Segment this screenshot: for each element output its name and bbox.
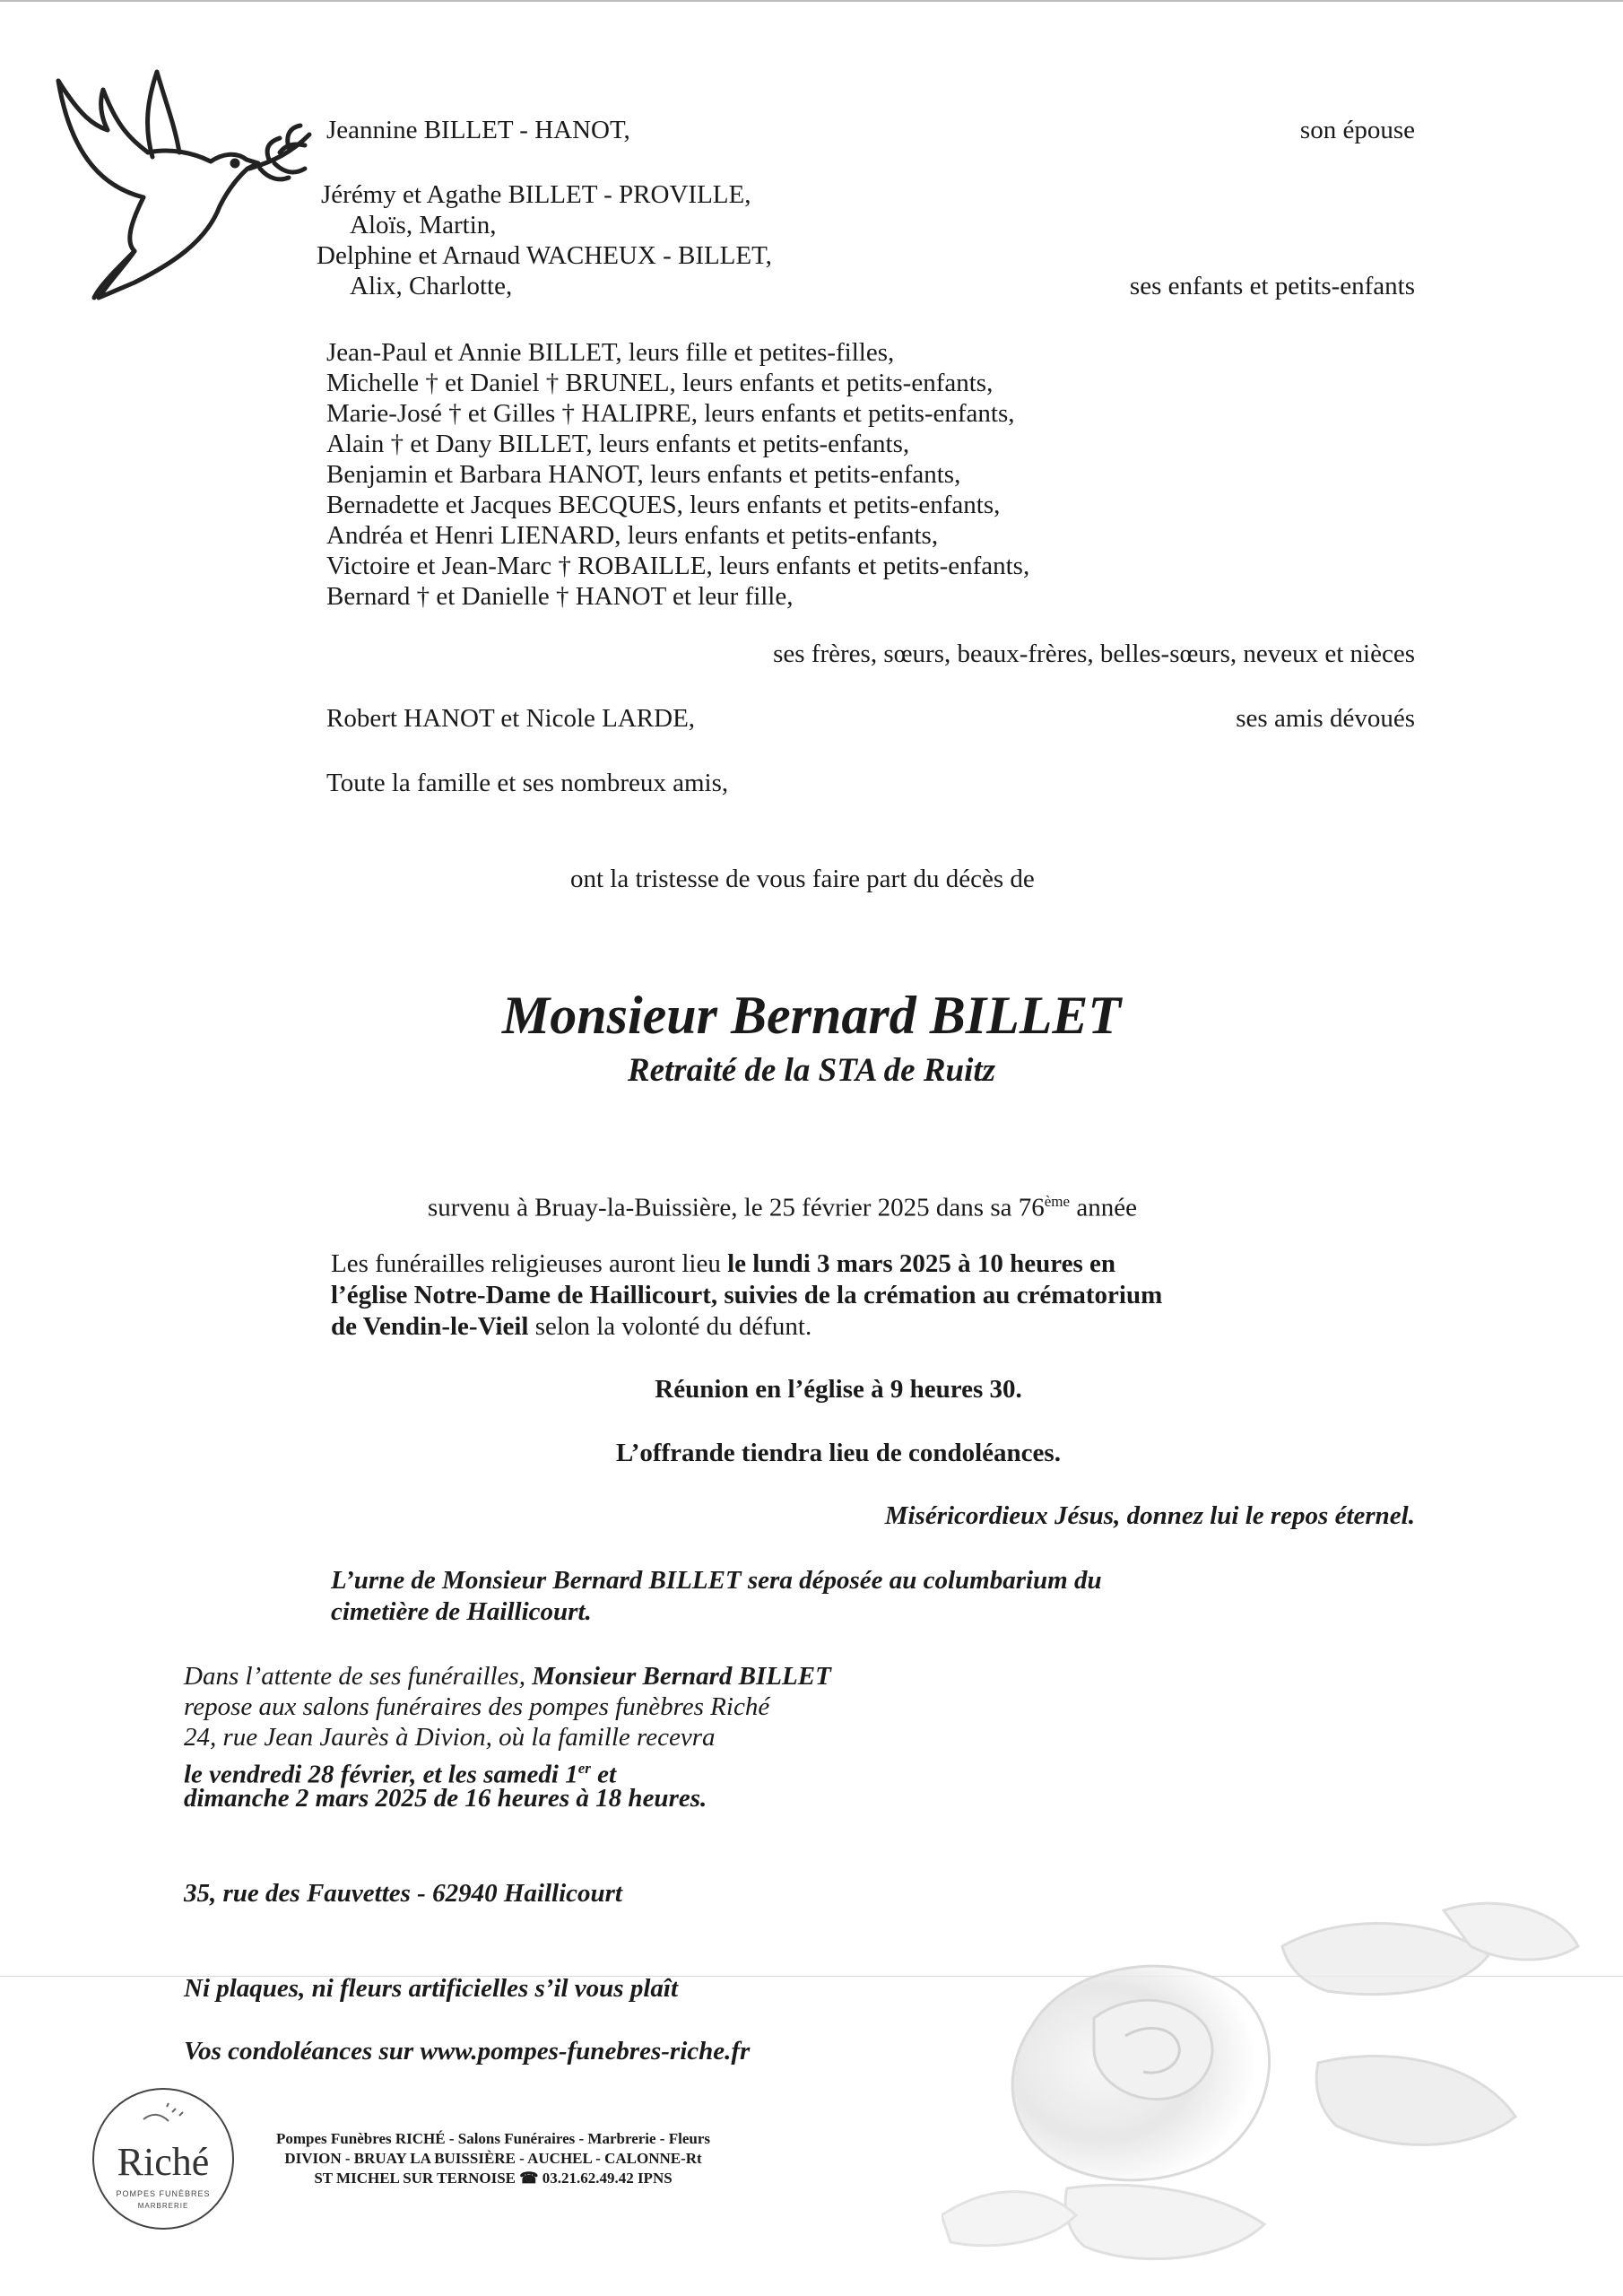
sibling-line-6: Bernadette et Jacques BECQUES, leurs enfants et petits-enfants, [326,491,1001,519]
visitation-plain-1: Dans l’attente de ses funérailles, [184,1662,533,1691]
footer-line-3: ST MICHEL SUR TERNOISE ☎ 03.21.62.49.42 IPNS [314,2170,673,2187]
condolences-line: Vos condoléances sur www.pompes-funebres-riche.fr [184,2037,751,2066]
spouse-relation: son épouse [1299,116,1415,144]
funeral-bold-1: le lundi 3 mars 2025 à 10 heures en [727,1249,1115,1278]
urn-line-1: L’urne de Monsieur Bernard BILLET sera déposée au columbarium du [331,1566,1102,1595]
funeral-line-1 [331,1248,1115,1280]
footer-line-1: Pompes Funèbres RICHÉ - Salons Funéraires - Marbrerie - Fleurs [276,2130,710,2147]
children-line-2: Delphine et Arnaud WACHEUX - BILLET, [317,241,772,270]
logo-tag-1: POMPES FUNÈBRES [116,2189,211,2198]
sibling-line-1: Jean-Paul et Annie BILLET, leurs fille et petites-filles, [326,338,895,367]
all-family-line: Toute la famille et ses nombreux amis, [326,769,729,797]
friends-relation: ses amis dévoués [1236,704,1415,733]
sibling-line-9: Bernard † et Danielle † HANOT et leur fille, [326,582,794,611]
deceased-title: Retraité de la STA de Ruitz [627,1052,996,1089]
prayer-line: Miséricordieux Jésus, donnez lui le repos éternel. [884,1501,1415,1530]
funeral-line-2: l’église Notre-Dame de Haillicourt, suivies de la crémation au crématorium [331,1281,1163,1309]
visitation-bold-1: Monsieur Bernard BILLET [532,1662,831,1691]
funeral-line-3 [331,1311,812,1343]
no-flowers-line: Ni plaques, ni fleurs artificielles s’il vous plaît [184,1974,679,2003]
funeral-plain-3: selon la volonté du défunt. [528,1312,812,1341]
visitation-pre-4: le vendredi 28 février, et les samedi 1 [184,1760,578,1789]
reunion-line: Réunion en l’église à 9 heures 30. [655,1375,1022,1404]
funeral-plain-1: Les funérailles religieuses auront lieu [331,1249,728,1278]
grandchildren-line-2: Alix, Charlotte, [350,272,513,300]
visitation-post-4: et [590,1760,617,1789]
visitation-line-2: repose aux salons funéraires des pompes funèbres Riché [184,1692,770,1721]
sibling-line-4: Alain † et Dany BILLET, leurs enfants et petits-enfants, [326,430,910,458]
siblings-relation: ses frères, sœurs, beaux-frères, belles-sœurs, neveux et nièces [773,639,1415,668]
death-end: année [1070,1193,1137,1222]
offering-line: L’offrande tiendra lieu de condoléances. [616,1439,1061,1467]
dove-icon [45,63,314,305]
logo-tag-2: MARBRERIE [137,2202,189,2210]
logo-circle-icon [90,2085,238,2233]
death-text: survenu à Bruay-la-Buissière, le 25 février 2025 dans sa 76 [428,1193,1045,1222]
funeral-bold-3: de Vendin-le-Vieil [331,1312,529,1341]
rose-image [942,1892,1587,2278]
logo-name: Riché [117,2140,210,2184]
spouse-name: Jeannine BILLET - HANOT, [326,116,630,144]
sibling-line-5: Benjamin et Barbara HANOT, leurs enfants et petits-enfants, [326,460,961,489]
death-sup: ème [1044,1193,1071,1210]
sibling-line-2: Michelle † et Daniel † BRUNEL, leurs enfants et petits-enfants, [326,369,994,397]
sibling-line-8: Victoire et Jean-Marc † ROBAILLE, leurs enfants et petits-enfants, [326,552,1030,580]
urn-line-2: cimetière de Haillicourt. [331,1597,592,1626]
riche-logo [90,2085,238,2233]
grandchildren-line-1: Aloïs, Martin, [350,211,497,239]
death-line [428,1186,1137,1224]
children-relation: ses enfants et petits-enfants [1129,272,1415,300]
footer-line-2: DIVION - BRUAY LA BUISSIÈRE - AUCHEL - CALONNE-Rt [284,2150,702,2167]
visitation-line-1 [184,1661,831,1692]
visitation-sup-4: er [577,1760,591,1777]
visitation-line-5: dimanche 2 mars 2025 de 16 heures à 18 heures. [184,1784,707,1813]
sibling-line-7: Andréa et Henri LIENARD, leurs enfants et petits-enfants, [326,521,939,550]
family-address: 35, rue des Fauvettes - 62940 Haillicourt [184,1879,622,1908]
friends-name: Robert HANOT et Nicole LARDE, [326,704,696,733]
announcement-line: ont la tristesse de vous faire part du décès de [570,865,1035,893]
sibling-line-3: Marie-José † et Gilles † HALIPRE, leurs enfants et petits-enfants, [326,399,1015,428]
deceased-name: Monsieur Bernard BILLET [501,986,1122,1045]
children-line-1: Jérémy et Agathe BILLET - PROVILLE, [321,180,751,209]
top-edge-line [0,0,1623,2]
visitation-line-3: 24, rue Jean Jaurès à Divion, où la famille recevra [184,1723,716,1752]
